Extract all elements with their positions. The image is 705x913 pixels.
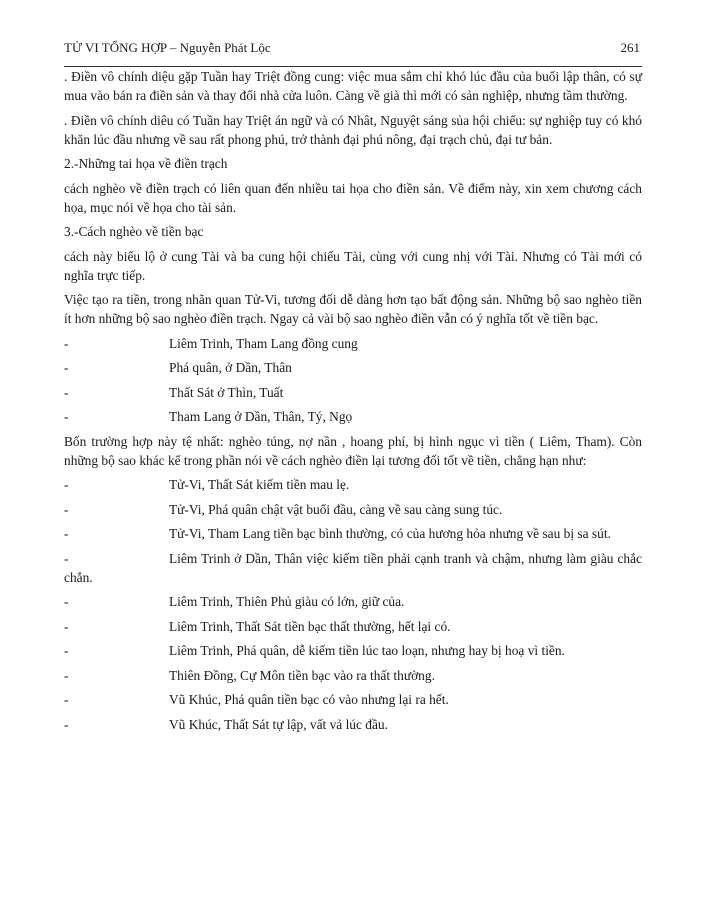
page-number: 261 <box>620 40 640 55</box>
list-dash: - <box>64 360 69 375</box>
list-item <box>64 334 642 353</box>
list-text: Tử-Vi, Phá quân chật vật buổi đầu, càng về sau càng sung túc. <box>169 501 503 517</box>
list-dash: - <box>64 409 69 424</box>
list-item <box>64 666 642 685</box>
page-header <box>64 40 642 67</box>
page-body <box>64 67 642 734</box>
list-dash: - <box>64 716 69 732</box>
list-item <box>64 715 642 734</box>
list-item <box>64 383 642 402</box>
list-text: Liêm Trinh, Thất Sát tiền bạc thất thường, hết lại có. <box>169 618 451 634</box>
list-item <box>64 592 642 611</box>
list-text: Thất Sát ở Thìn, Tuất <box>169 384 284 400</box>
document-page <box>64 40 642 739</box>
list-text: Phá quân, ở Dần, Thân <box>169 360 292 375</box>
section-heading: 2.-Những tai họa về điền trạch <box>64 156 228 171</box>
section-heading: 3.-Cách nghèo về tiền bạc <box>64 224 204 239</box>
list-item <box>64 407 642 426</box>
list-dash: - <box>64 384 69 400</box>
list-item <box>64 690 642 709</box>
list-item <box>64 358 642 377</box>
list-dash: - <box>64 477 69 492</box>
paragraph: cách này biểu lộ ở cung Tài và ba cung hội chiếu Tài, cùng với cung nhị với Tài. Nhưng có Tài mới có nghĩa trực tiếp. <box>64 248 642 283</box>
list-text: Liêm Trinh, Tham Lang đồng cung <box>169 335 358 351</box>
list-text: Tử-Vi, Thất Sát kiếm tiền mau lẹ. <box>169 477 350 492</box>
list-dash: - <box>64 335 69 351</box>
header-title: TỬ VI TỔNG HỢP – Nguyễn Phát Lộc <box>64 40 271 55</box>
list-item <box>64 475 642 494</box>
list-text: Tử-Vi, Tham Lang tiền bạc bình thường, có của hương hỏa nhưng về sau bị sa sút. <box>169 526 611 541</box>
list-text: Thiên Đồng, Cự Môn tiền bạc vào ra thất thường. <box>169 667 435 683</box>
list-dash: - <box>64 667 69 683</box>
list-dash: - <box>64 550 69 566</box>
list-item <box>64 549 642 587</box>
paragraph: . Điền vô chính diệu gặp Tuần hay Triệt đồng cung: việc mua sắm chỉ khó lúc đầu của buổi lập thân, có sự mua vào bán ra điền sản và thay đổi nhà cửa luôn. Càng về già thì mới có sản nghiệp, nhưng tầm thường. <box>64 69 642 103</box>
list-text: Liêm Trinh, Thiên Phủ giàu có lớn, giữ của. <box>169 594 405 609</box>
list-item <box>64 500 642 519</box>
list-text: Liêm Trinh ở Dần, Thân việc kiếm tiền phải cạnh tranh và chậm, nhưng làm giàu chắc chắn. <box>64 550 642 585</box>
list-dash: - <box>64 618 69 634</box>
list-dash: - <box>64 692 69 707</box>
paragraph: . Điền vô chính diêu có Tuần hay Triệt án ngữ và có Nhât, Nguyệt sáng sủa hội chiếu: sự nghiệp tuy có khó khăn lúc đầu nhưng về sau rất phong phú, trở thành đại phú nông, đại trạch chủ, đại tư bản. <box>64 112 642 147</box>
list-dash: - <box>64 501 69 517</box>
paragraph: Việc tạo ra tiền, trong nhãn quan Tử-Vi, tương đối dễ dàng hơn tạo bất động sản. Những bộ sao nghèo tiền ít hơn những bộ sao nghèo điền trạch. Ngay cả vài bộ sao nghèo điền vẫn có ý nghĩa tốt về tiền bạc. <box>64 292 642 326</box>
paragraph: Bốn trường hợp này tệ nhất: nghèo túng, nợ nần , hoang phí, bị hình ngục vì tiền ( Liêm, Tham). Còn những bộ sao khác kể trong phần nói về cách nghèo điền lại tương đối tốt về tiền, chẳng hạn như: <box>64 433 642 468</box>
list-dash: - <box>64 643 69 658</box>
list-dash: - <box>64 594 69 609</box>
list-dash: - <box>64 526 69 541</box>
list-item <box>64 524 642 543</box>
list-text: Tham Lang ở Dần, Thân, Tý, Ngọ <box>169 409 353 424</box>
list-item <box>64 641 642 660</box>
list-text: Liêm Trinh, Phá quân, dễ kiếm tiền lúc tao loạn, nhưng hay bị hoạ vì tiền. <box>169 643 565 658</box>
list-text: Vũ Khúc, Phá quân tiền bạc có vào nhưng lại ra hết. <box>169 692 449 707</box>
paragraph: cách nghèo về điền trạch có liên quan đến nhiều tai họa cho điền sản. Về điểm này, xin xem chương cách họa, mục nói về họa cho tài sản. <box>64 180 642 215</box>
list-text: Vũ Khúc, Thất Sát tự lập, vất vả lúc đầu. <box>169 716 388 732</box>
list-item <box>64 617 642 636</box>
